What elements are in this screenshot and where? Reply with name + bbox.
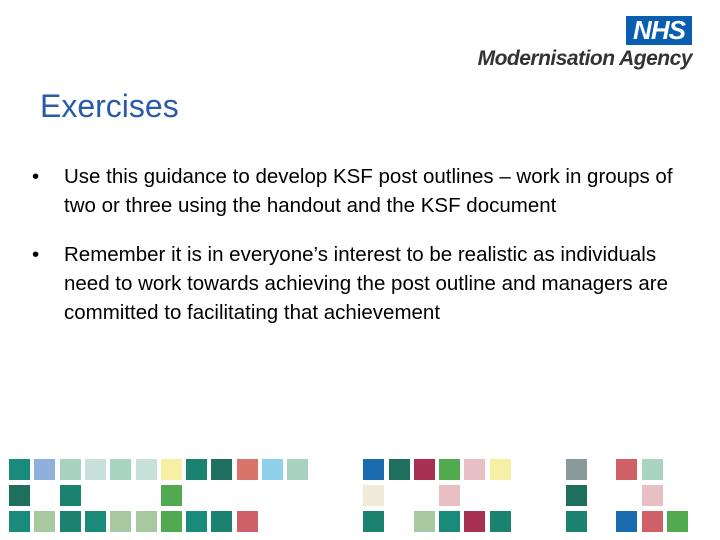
agency-name: Modernisation Agency bbox=[477, 47, 692, 70]
mosaic-tile bbox=[642, 511, 663, 532]
mosaic-tile bbox=[161, 485, 182, 506]
mosaic-tile bbox=[9, 485, 30, 506]
mosaic-tile bbox=[136, 511, 157, 532]
mosaic-tile bbox=[414, 459, 435, 480]
mosaic-tile bbox=[110, 511, 131, 532]
mosaic-tile bbox=[9, 511, 30, 532]
mosaic-tile bbox=[439, 459, 460, 480]
mosaic-tile bbox=[60, 459, 81, 480]
bullet-dot-icon: • bbox=[32, 243, 40, 266]
mosaic-tile bbox=[186, 511, 207, 532]
mosaic-tile bbox=[60, 485, 81, 506]
mosaic-tile bbox=[110, 459, 131, 480]
mosaic-tile bbox=[9, 459, 30, 480]
nhs-modernisation-agency-logo bbox=[442, 16, 692, 76]
mosaic-tile bbox=[464, 459, 485, 480]
mosaic-tile bbox=[667, 511, 688, 532]
mosaic-tile bbox=[85, 459, 106, 480]
mosaic-tile bbox=[439, 511, 460, 532]
bullet-list bbox=[26, 162, 686, 347]
mosaic-tile bbox=[161, 459, 182, 480]
mosaic-tile bbox=[363, 511, 384, 532]
slide-title: Exercises bbox=[40, 88, 179, 124]
mosaic-tile bbox=[211, 459, 232, 480]
mosaic-tile bbox=[34, 459, 55, 480]
bullet-item-be-realistic bbox=[26, 240, 686, 327]
mosaic-tile bbox=[566, 485, 587, 506]
mosaic-tile bbox=[237, 459, 258, 480]
mosaic-tile bbox=[287, 459, 308, 480]
mosaic-tile bbox=[363, 485, 384, 506]
decorative-tile-mosaic bbox=[0, 459, 720, 540]
mosaic-tile bbox=[566, 459, 587, 480]
mosaic-tile bbox=[490, 459, 511, 480]
mosaic-tile bbox=[186, 459, 207, 480]
mosaic-tile bbox=[642, 485, 663, 506]
mosaic-tile bbox=[34, 511, 55, 532]
mosaic-tile bbox=[389, 459, 410, 480]
mosaic-tile bbox=[616, 459, 637, 480]
bullet-item-ksf-guidance bbox=[26, 162, 686, 220]
nhs-logo-box: NHS bbox=[626, 16, 692, 45]
mosaic-tile bbox=[60, 511, 81, 532]
mosaic-tile bbox=[439, 485, 460, 506]
mosaic-tile bbox=[237, 511, 258, 532]
mosaic-tile bbox=[490, 511, 511, 532]
mosaic-tile bbox=[616, 511, 637, 532]
mosaic-tile bbox=[363, 459, 384, 480]
mosaic-tile bbox=[566, 511, 587, 532]
mosaic-tile bbox=[211, 511, 232, 532]
mosaic-tile bbox=[262, 459, 283, 480]
bullet-text: Remember it is in everyone’s interest to be realistic as individuals need to work towards achieving the post outline and managers are committed to facilitating that achievement bbox=[64, 243, 668, 324]
mosaic-tile bbox=[136, 459, 157, 480]
mosaic-tile bbox=[464, 511, 485, 532]
bullet-text: Use this guidance to develop KSF post outlines – work in groups of two or three using the handout and the KSF document bbox=[64, 165, 673, 217]
mosaic-tile bbox=[414, 511, 435, 532]
mosaic-tile bbox=[642, 459, 663, 480]
mosaic-tile bbox=[161, 511, 182, 532]
bullet-dot-icon: • bbox=[32, 165, 40, 188]
mosaic-tile bbox=[85, 511, 106, 532]
